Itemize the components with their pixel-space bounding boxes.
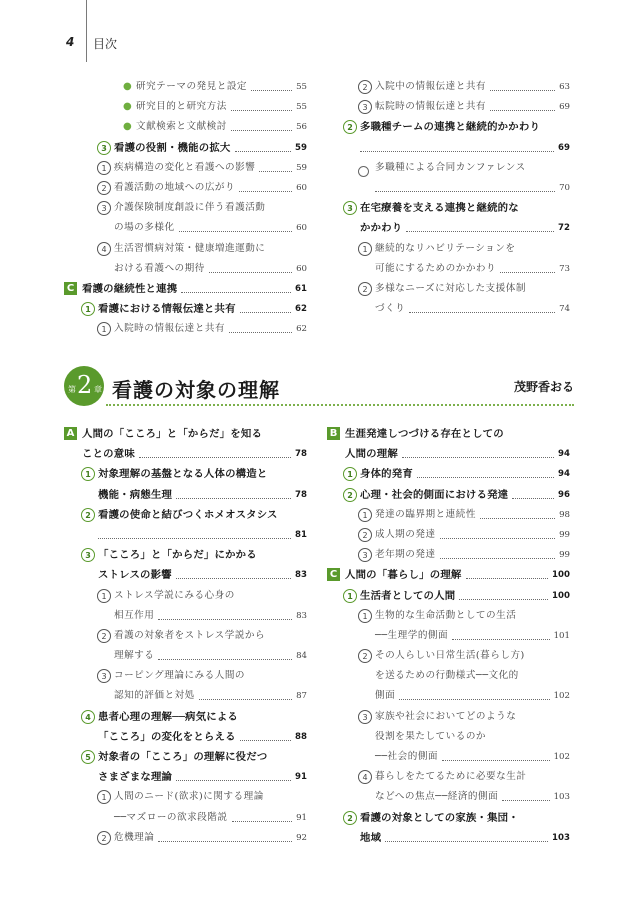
- dot-leader: [490, 90, 555, 91]
- item-number-badge: 3: [358, 710, 372, 724]
- toc-entry-line: [0, 747, 573, 767]
- toc-page-number: 84: [296, 651, 307, 662]
- subsection-number-badge: 3: [81, 548, 95, 562]
- toc-entry-title: 相互作用: [114, 609, 155, 621]
- toc-entry-title: 心理・社会的側面における発達: [360, 488, 509, 501]
- toc-entry-title: ──生理学的側面: [375, 629, 449, 641]
- toc-entry-title: かかわり: [360, 222, 403, 235]
- toc-entry-line: [0, 138, 573, 158]
- item-number-badge: 1: [358, 508, 372, 522]
- toc-page-number: 102: [553, 752, 570, 762]
- toc-entry-title: 発達の臨界期と連続性: [375, 508, 476, 520]
- toc-entry-line: [0, 545, 573, 565]
- toc-entry-line: [0, 767, 573, 787]
- toc-entry-line: [0, 828, 573, 848]
- item-number-badge: 2: [358, 80, 372, 94]
- toc-entry-title: その人らしい日常生活(暮らし方): [375, 650, 525, 662]
- item-number-badge: 1: [358, 609, 372, 623]
- toc-column-top-right: [0, 77, 573, 319]
- toc-entry-line: [0, 319, 310, 339]
- subsection-number-badge: 5: [81, 750, 95, 764]
- toc-page-number: 81: [295, 529, 307, 540]
- chapter-title: 看護の対象の理解: [112, 378, 280, 402]
- toc-entry-line: [0, 198, 573, 218]
- toc-page-number: 60: [296, 182, 307, 193]
- toc-entry-title: 看護の対象者をストレス学説から: [114, 629, 266, 641]
- toc-entry-title: 人間の「暮らし」の理解: [345, 569, 462, 582]
- toc-page-number: 69: [558, 142, 570, 153]
- chapter-label-pre: 第: [68, 385, 76, 394]
- section-letter-badge: A: [64, 427, 77, 440]
- toc-entry-title: 継続的なリハビリテーションを: [375, 242, 516, 254]
- toc-entry-title: 看護の役割・機能の拡大: [114, 141, 231, 154]
- toc-page-number: 102: [553, 691, 570, 702]
- toc-page-number: 59: [296, 162, 307, 173]
- header-rule: [86, 0, 87, 62]
- toc-entry-title: 側面: [375, 690, 396, 702]
- toc-page-number: 73: [559, 263, 570, 274]
- toc-entry-line: [0, 178, 573, 198]
- dot-leader: [440, 558, 556, 559]
- toc-entry-title: 危機理論: [114, 831, 155, 843]
- toc-entry-title: 研究目的と研究方法: [136, 101, 227, 113]
- toc-entry-title: ストレスの影響: [98, 569, 172, 582]
- subsection-number-badge: 3: [343, 201, 357, 215]
- toc-entry-line: [0, 707, 573, 727]
- running-title: 目次: [93, 37, 118, 51]
- dot-leader: [480, 518, 555, 519]
- item-number-badge: 1: [97, 589, 111, 603]
- chapter-underline: [106, 404, 574, 406]
- toc-entry-title: 介護保険制度創設に伴う看護活動: [114, 202, 266, 214]
- toc-entry-title: 入院中の情報伝達と共有: [375, 81, 487, 92]
- toc-entry-title: づくり: [375, 303, 406, 315]
- dot-leader: [502, 800, 549, 801]
- toc-entry-title: などへの焦点──経済的側面: [375, 791, 499, 803]
- toc-entry-line: [0, 606, 573, 626]
- toc-entry-line: [0, 424, 573, 444]
- toc-entry-title: の場の多様化: [114, 222, 175, 234]
- toc-entry-title: 患者心理の理解──病気による: [98, 710, 238, 723]
- item-number-badge: 2: [97, 831, 111, 845]
- toc-entry-title: 生涯発達しつづける存在としての: [345, 428, 504, 440]
- toc-entry-line: [0, 727, 573, 747]
- subsection-number-badge: 2: [343, 811, 357, 825]
- toc-entry-line: [0, 586, 573, 606]
- toc-page-number: 101: [553, 630, 570, 641]
- dot-leader: [402, 457, 554, 458]
- item-number-badge: 3: [358, 100, 372, 114]
- toc-entry-line: [0, 77, 573, 97]
- toc-page-number: 78: [295, 449, 307, 460]
- toc-entry-line: [0, 444, 573, 464]
- toc-entry-title: を送るための行動様式──文化的: [375, 670, 519, 682]
- dot-leader: [409, 312, 555, 313]
- item-number-badge: 2: [358, 528, 372, 542]
- chapter-author: 茂野香おる: [513, 380, 574, 394]
- toc-entry-title: 看護の使命と結びつくホメオスタシス: [98, 508, 278, 521]
- toc-page-number: 62: [296, 324, 307, 335]
- chapter-badge: [64, 366, 104, 406]
- item-number-badge: 4: [97, 242, 111, 256]
- toc-entry-title: 文献検索と文献検討: [136, 121, 227, 133]
- toc-entry-title: 地域: [360, 831, 382, 844]
- subsection-number-badge: 1: [81, 467, 95, 481]
- section-letter-badge: C: [327, 568, 340, 581]
- subsection-number-badge: 2: [343, 488, 357, 502]
- item-number-badge: 1: [358, 242, 372, 256]
- page-number: 4: [66, 35, 75, 49]
- toc-entry-line: [0, 505, 573, 525]
- toc-entry-title: 多職種による合同カンファレンス: [375, 161, 526, 173]
- toc-page-number: 60: [296, 223, 307, 234]
- toc-page-number: 69: [559, 102, 570, 113]
- toc-entry-line: [0, 525, 573, 545]
- subsection-number-badge: 3: [97, 141, 111, 155]
- toc-entry-title: 人間のニード(欲求)に関する理論: [114, 791, 264, 803]
- dot-leader: [399, 699, 549, 700]
- toc-page-number: 92: [296, 832, 307, 843]
- item-number-badge: 2: [358, 649, 372, 663]
- toc-entry-title: ことの意味: [82, 448, 135, 461]
- item-number-badge: 3: [358, 548, 372, 562]
- toc-entry-line: [0, 666, 573, 686]
- toc-page-number: 74: [559, 304, 570, 315]
- bullet-icon: ●: [123, 81, 132, 92]
- toc-page-number: 91: [296, 812, 307, 823]
- toc-entry-line: [0, 565, 573, 585]
- item-number-badge: 2: [97, 629, 111, 643]
- toc-page-number: 56: [296, 122, 307, 133]
- toc-entry-line: [0, 117, 573, 137]
- toc-entry-title: 成人期の発達: [375, 528, 436, 540]
- toc-page-number: 63: [559, 82, 570, 92]
- toc-page-number: 100: [552, 590, 570, 601]
- dot-leader: [385, 841, 548, 842]
- toc-entry-title: 疾病構造の変化と看護への影響: [114, 161, 256, 173]
- toc-entry-title: おける看護への期待: [114, 262, 205, 274]
- toc-column-bottom-right: [0, 424, 573, 848]
- toc-entry-line: [0, 686, 573, 706]
- toc-entry-title: 対象者の「こころ」の理解に役だつ: [98, 751, 268, 763]
- toc-entry-title: コーピング理論にみる人間の: [114, 670, 246, 682]
- subsection-number-badge: 1: [81, 302, 95, 316]
- toc-entry-line: [0, 259, 573, 279]
- toc-entry-title: さまざまな理論: [98, 771, 173, 784]
- toc-page-number: 91: [295, 772, 307, 783]
- toc-entry-line: [0, 787, 573, 807]
- toc-entry-line: [0, 218, 573, 238]
- toc-entry-title: 身体的発育: [360, 468, 413, 481]
- toc-entry-title: 看護の継続性と連携: [82, 282, 178, 295]
- toc-page-number: 94: [558, 469, 570, 480]
- toc-page-number: 96: [558, 489, 570, 500]
- toc-page-number: 70: [559, 182, 570, 193]
- toc-entry-line: [0, 279, 573, 299]
- toc-page-number: 72: [558, 223, 570, 234]
- toc-entry-title: 生活習慣病対策・健康増進運動に: [114, 242, 266, 254]
- toc-entry-line: [0, 299, 573, 319]
- toc-entry-line: [0, 808, 573, 828]
- toc-entry-title: 役割を果たしているのか: [375, 730, 487, 742]
- toc-page-number: 103: [552, 832, 570, 843]
- toc-entry-title: 看護の対象としての家族・集団・: [360, 811, 519, 824]
- toc-page-number: 87: [296, 691, 307, 702]
- subsection-number-badge: 2: [81, 508, 95, 522]
- chapter-number: 2: [77, 371, 93, 399]
- toc-entry-title: 人間の理解: [345, 448, 398, 461]
- toc-entry-title: 「こころ」の変化をとらえる: [98, 730, 236, 743]
- item-number-badge: 1: [97, 161, 111, 175]
- toc-entry-title: 在宅療養を支える連携と継続的な: [360, 202, 519, 215]
- dot-leader: [417, 477, 554, 478]
- toc-page-number: 78: [295, 489, 307, 500]
- toc-entry-line: [0, 464, 573, 484]
- toc-entry-line: [0, 485, 573, 505]
- toc-entry-title: ストレス学説にみる心身の: [114, 589, 235, 601]
- toc-entry-title: 対象理解の基盤となる人体の構造と: [98, 468, 268, 481]
- item-number-badge: 3: [97, 669, 111, 683]
- item-number-badge: 1: [97, 790, 111, 804]
- toc-page-number: 99: [559, 550, 570, 561]
- toc-entry-title: 「こころ」と「からだ」にかかる: [98, 549, 257, 562]
- toc-entry-line: [0, 158, 573, 178]
- dot-leader: [375, 191, 555, 192]
- dot-leader: [406, 231, 554, 232]
- toc-entry-title: 生物的な生命活動としての生活: [375, 609, 517, 621]
- dot-leader: [442, 760, 550, 761]
- toc-page-number: 98: [559, 509, 570, 520]
- chapter-heading: [64, 364, 574, 404]
- toc-page-number: 94: [558, 449, 570, 460]
- section-letter-badge: C: [64, 282, 77, 295]
- bullet-icon: ●: [123, 121, 132, 133]
- toc-entry-title: 転院時の情報伝達と共有: [375, 101, 487, 113]
- toc-entry-title: 理解する: [114, 650, 155, 662]
- toc-page-number: 99: [559, 529, 570, 540]
- toc-page-number: 55: [296, 82, 307, 92]
- toc-entry-title: 家族や社会においてどのような: [375, 710, 517, 722]
- toc-entry-title: 多職種チームの連携と継続的かかわり: [360, 121, 541, 134]
- item-number-badge: 2: [358, 282, 372, 296]
- toc-entry-title: ──マズローの欲求段階説: [114, 811, 228, 823]
- toc-page-number: 103: [553, 792, 570, 803]
- subsection-number-badge: 2: [343, 120, 357, 134]
- toc-page-number: 60: [296, 263, 307, 274]
- dot-leader: [459, 599, 548, 600]
- toc-entry-title: 生活者としての人間: [360, 589, 456, 602]
- toc-page-number: 88: [295, 731, 307, 742]
- toc-entry-title: ──社会的側面: [375, 751, 439, 762]
- toc-entry-title: 認知的評価と対処: [114, 690, 195, 702]
- dot-leader: [466, 578, 549, 579]
- chapter-label-post: 章: [94, 385, 102, 394]
- dot-leader: [500, 272, 555, 273]
- toc-entry-title: 多様なニーズに対応した支援体制: [375, 282, 526, 294]
- toc-page-number: 62: [295, 304, 307, 315]
- section-letter-badge: B: [327, 427, 340, 440]
- dot-leader: [490, 110, 555, 111]
- bullet-icon: ●: [123, 101, 132, 113]
- dot-leader: [440, 538, 556, 539]
- item-number-badge: 3: [97, 201, 111, 215]
- toc-entry-title: 研究テーマの発見と設定: [136, 81, 248, 92]
- subsection-number-badge: 4: [81, 710, 95, 724]
- dot-leader: [452, 639, 549, 640]
- toc-page-number: 59: [295, 142, 307, 153]
- toc-entry-title: 老年期の発達: [375, 549, 436, 561]
- dot-leader: [512, 498, 554, 499]
- item-number-badge: 4: [358, 770, 372, 784]
- toc-entry-title: 人間の「こころ」と「からだ」を知る: [82, 428, 263, 440]
- toc-page-number: 61: [295, 283, 307, 294]
- toc-entry-line: [0, 626, 573, 646]
- subsection-number-badge: 1: [343, 467, 357, 481]
- item-number-badge: 1: [97, 322, 111, 336]
- subsection-number-badge: 1: [343, 589, 357, 603]
- toc-entry-line: [0, 646, 573, 666]
- toc-entry-title: 暮らしをたてるために必要な生計: [375, 771, 527, 783]
- toc-page-number: 100: [552, 570, 570, 581]
- toc-page-number: 83: [295, 570, 307, 581]
- toc-entry-title: 機能・病態生理: [98, 488, 173, 501]
- toc-entry-title: 可能にするためのかかわり: [375, 262, 497, 274]
- toc-entry-title: 看護活動の地域への広がり: [114, 181, 236, 193]
- toc-entry-line: [0, 239, 573, 259]
- item-number-badge: 2: [97, 181, 111, 195]
- dot-leader: [360, 151, 554, 152]
- toc-entry-title: 看護における情報伝達と共有: [98, 303, 236, 316]
- toc-entry-title: 入院時の情報伝達と共有: [114, 323, 226, 335]
- dot-leader: [229, 332, 292, 333]
- toc-entry-line: [0, 97, 573, 117]
- toc-page-number: 55: [296, 102, 307, 113]
- toc-page-number: 83: [296, 610, 307, 621]
